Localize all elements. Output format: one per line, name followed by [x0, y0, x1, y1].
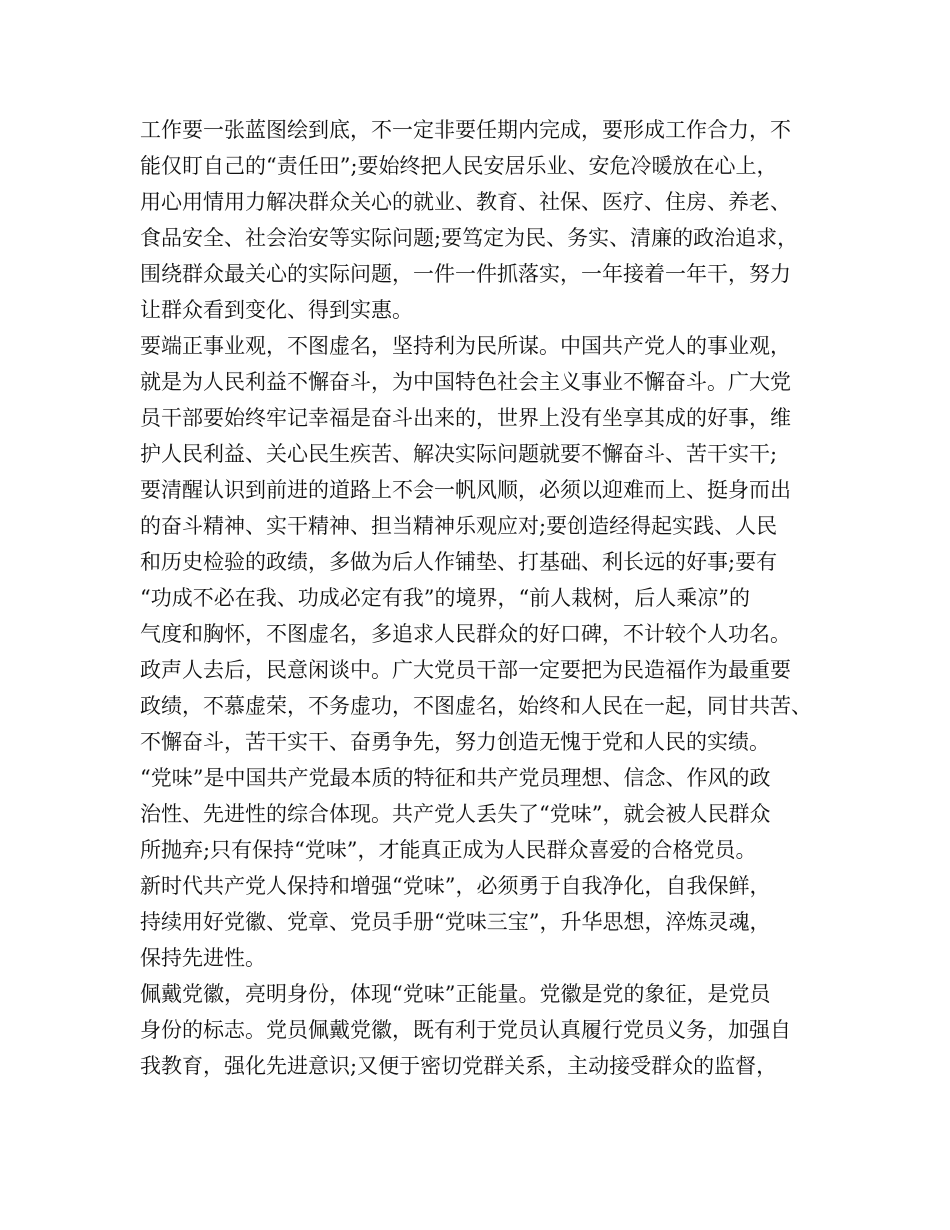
text-line: 用心用情用力解决群众关心的就业、教育、社保、医疗、住房、养老、 — [140, 190, 791, 214]
text-line: 佩戴党徽，亮明身份，体现“党味”正能量。党徽是党的象征，是党员 — [140, 982, 771, 1006]
text-line: 员干部要始终牢记幸福是奋斗出来的，世界上没有坐享其成的好事，维 — [140, 406, 791, 430]
text-line: 要端正事业观，不图虚名，坚持利为民所谋。中国共产党人的事业观， — [140, 334, 791, 358]
text-line: 保持先进性。 — [140, 946, 266, 970]
text-line: 围绕群众最关心的实际问题，一件一件抓落实，一年接着一年干，努力 — [140, 262, 791, 286]
text-line: 的奋斗精神、实干精神、担当精神乐观应对;要创造经得起实践、人民 — [140, 514, 778, 538]
text-line: 所抛弃;只有保持“党味”，才能真正成为人民群众喜爱的合格党员。 — [140, 838, 757, 862]
text-line: 护人民利益、关心民生疾苦、解决实际问题就要不懈奋斗、苦干实干; — [140, 442, 778, 466]
text-line: 工作要一张蓝图绘到底，不一定非要任期内完成，要形成工作合力，不 — [140, 118, 791, 142]
text-line: 让群众看到变化、得到实惠。 — [140, 298, 413, 322]
text-line: 要清醒认识到前进的道路上不会一帆风顺，必须以迎难而上、挺身而出 — [140, 478, 791, 502]
text-line: 持续用好党徽、党章、党员手册“党味三宝”，升华思想，淬炼灵魂， — [140, 910, 771, 934]
text-line: “功成不必在我、功成必定有我”的境界，“前人栽树，后人乘凉”的 — [140, 586, 750, 610]
text-line: “党味”是中国共产党最本质的特征和共产党员理想、信念、作风的政 — [140, 766, 771, 790]
text-line: 食品安全、社会治安等实际问题;要笃定为民、务实、清廉的政治追求， — [140, 226, 799, 250]
text-line: 身份的标志。党员佩戴党徽，既有利于党员认真履行党员义务，加强自 — [140, 1018, 791, 1042]
text-line: 不懈奋斗，苦干实干、奋勇争先，努力创造无愧于党和人民的实绩。 — [140, 730, 770, 754]
document-body — [140, 112, 830, 1084]
text-line: 政绩，不慕虚荣，不务虚功，不图虚名，始终和人民在一起，同甘共苦、 — [140, 694, 812, 718]
text-line: 就是为人民利益不懈奋斗，为中国特色社会主义事业不懈奋斗。广大党 — [140, 370, 791, 394]
text-line: 气度和胸怀，不图虚名，多追求人民群众的好口碑，不计较个人功名。 — [140, 622, 791, 646]
text-line: 新时代共产党人保持和增强“党味”，必须勇于自我净化，自我保鲜， — [140, 874, 771, 898]
text-line: 政声人去后，民意闲谈中。广大党员干部一定要把为民造福作为最重要 — [140, 658, 791, 682]
text-line: 我教育，强化先进意识;又便于密切党群关系，主动接受群众的监督， — [140, 1054, 778, 1078]
text-line: 治性、先进性的综合体现。共产党人丢失了“党味”，就会被人民群众 — [140, 802, 771, 826]
text-line: 能仅盯自己的“责任田”;要始终把人民安居乐业、安危冷暖放在心上， — [140, 154, 778, 178]
text-line: 和历史检验的政绩，多做为后人作铺垫、打基础、利长远的好事;要有 — [140, 550, 778, 574]
